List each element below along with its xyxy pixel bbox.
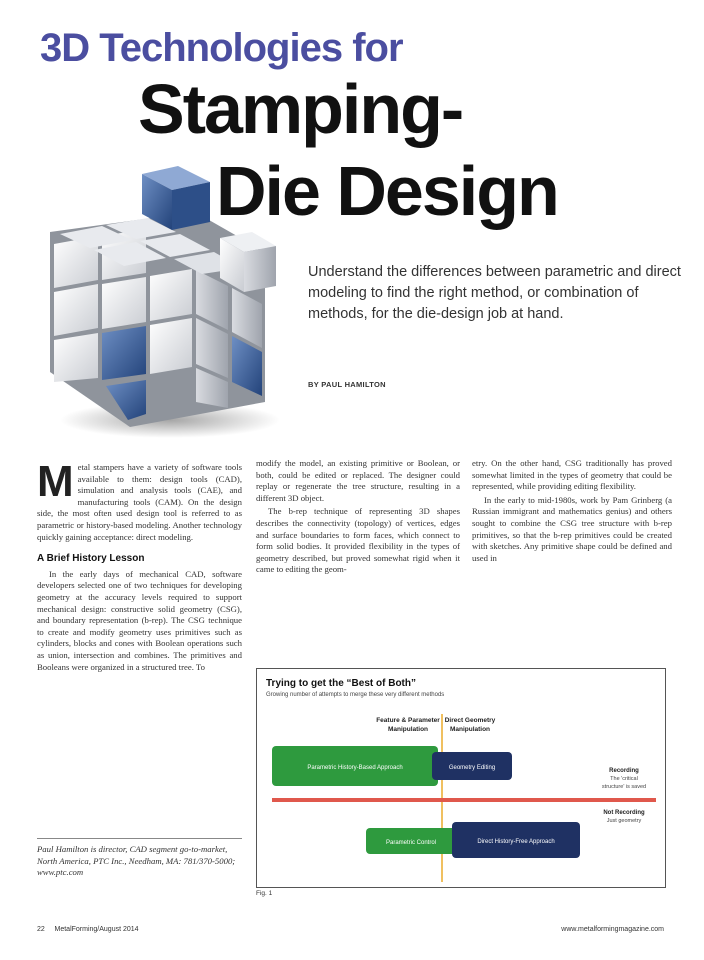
svg-text:Just geometry: Just geometry: [606, 818, 642, 824]
drop-cap: M: [37, 457, 74, 506]
title-line-3: Die Design: [216, 152, 558, 230]
article-column-2: [256, 458, 460, 578]
article-column-1: [37, 457, 242, 675]
cube-illustration: [20, 152, 290, 442]
not-recording-label: Not Recording: [603, 810, 645, 816]
figure-caption: Fig. 1: [256, 890, 273, 897]
paragraph: etry. On the other hand, CSG traditionally has proved somewhat limited in the types of geometry that could be represented, while providing editing flexibility.: [472, 458, 672, 492]
paragraph: modify the model, an existing primitive or Boolean, or both, could be edited or replaced. The designer could replay or regenerate the tree structure, resulting in a different 3D object.: [256, 458, 460, 503]
footer-url: www.metalformingmagazine.com: [561, 926, 664, 933]
figure-diagram: [258, 700, 662, 884]
recording-label: Recording: [609, 768, 639, 774]
author-note: Paul Hamilton is director, CAD segment go-to-market, North America, PTC Inc., Needham, MA: 781/370-5000; www.ptc.com: [37, 844, 236, 878]
svg-text:structure' is saved: structure' is saved: [601, 784, 647, 790]
section-subhead: A Brief History Lesson: [37, 553, 145, 565]
svg-text:The 'critical: The 'critical: [610, 776, 638, 782]
title-line-1: 3D Technologies for: [40, 26, 403, 70]
svg-text:Direct History-Free Approach: Direct History-Free Approach: [477, 839, 555, 845]
author-divider: [37, 838, 242, 839]
footer-folio: 22 MetalForming/August 2014: [37, 926, 139, 933]
byline: BY PAUL HAMILTON: [308, 380, 386, 389]
header-right-2: Manipulation: [449, 726, 491, 733]
svg-text:Parametric History-Based Appro: Parametric History-Based Approach: [307, 765, 403, 771]
figure-title: Trying to get the “Best of Both”: [266, 678, 416, 689]
svg-text:Geometry Editing: Geometry Editing: [448, 765, 496, 771]
paragraph: In the early to mid-1980s, work by Pam Grinberg (a Russian immigrant and mathematics genius) and others sought to combine the CSG tree structure with b-rep primitives, so that the b-rep primitives could be created with sketches. Any primitive shape could be defined and used in: [472, 494, 672, 563]
article-column-3: [472, 458, 672, 566]
svg-text:Parametric Control: Parametric Control: [385, 840, 437, 846]
header-left-2: Manipulation: [387, 726, 429, 733]
paragraph: The b-rep technique of representing 3D shapes describes the connectivity (topology) of vertices, edges and surface boundaries to form faces, which connect to form solid bodies. It provided flexibility in the types of geometry described, but proved somewhat rigid when it came to editing the geom-: [256, 506, 460, 575]
article-deck: Understand the differences between parametric and direct modeling to find the right method, or combination of methods, for the die-design job at hand.: [308, 264, 681, 322]
header-left-1: Feature & Parameter: [376, 717, 440, 724]
title-line-2: Stamping-: [138, 70, 463, 148]
figure-subtitle: Growing number of attempts to merge these very different methods: [266, 692, 445, 698]
intro-paragraph: Metal stampers have a variety of software tools available to them: design tools (CAD), simulation and analysis tools (CAE), and manufacturing tools (CAM). On the design side, the most often used design tool is referred to as parametric or history-based modeling. Another technology quickly gaining acceptance: direct modeling.: [37, 457, 242, 542]
paragraph: In the early days of mechanical CAD, software developers selected one of two techniques for developing geometry at the accuracy levels required to support mechanical design: constructive solid geometry (CSG), and boundary representation (b-rep). The CSG technique to create and modify geometry uses primitives such as cylinders, blocks and cones with Boolean operations such as union, intersection and combines. The primitives and Booleans were organized in a structured tree. To: [37, 568, 242, 672]
header-right-1: Direct Geometry: [444, 717, 496, 724]
